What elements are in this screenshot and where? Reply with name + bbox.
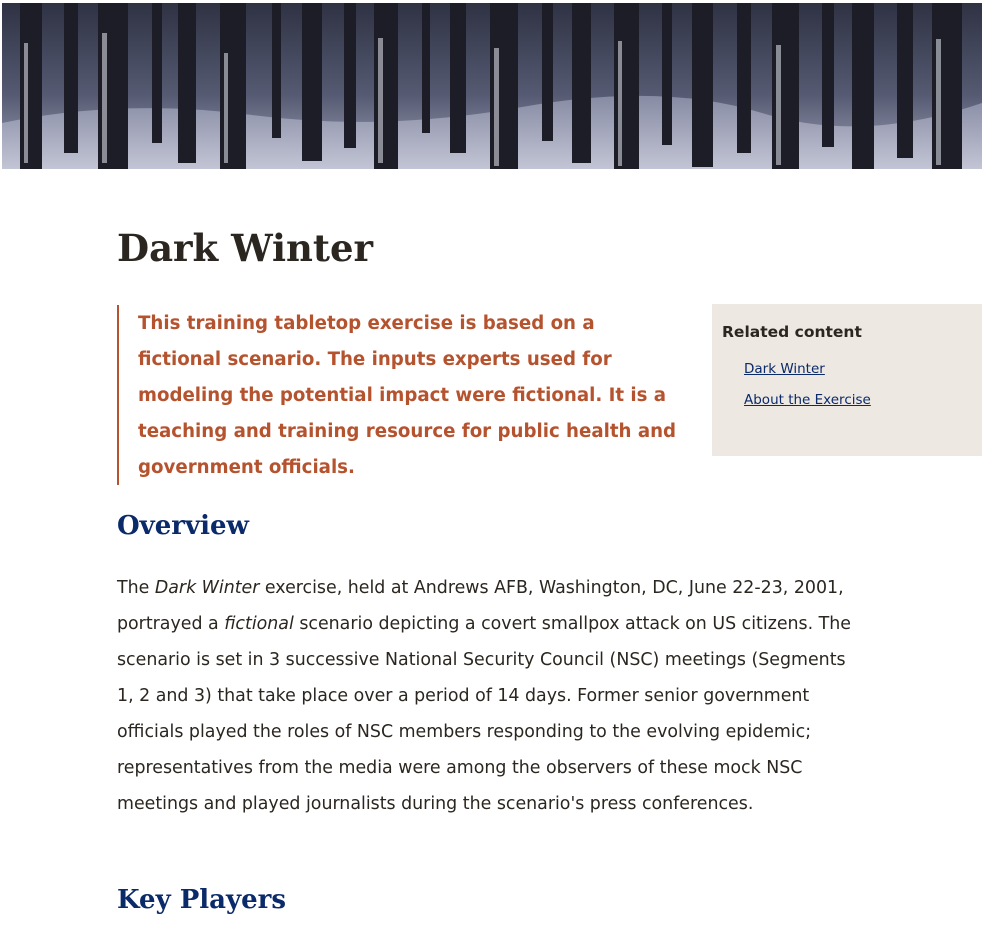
fictional-scenario-disclaimer <box>117 305 677 485</box>
disclaimer-text: This training tabletop exercise is based on a fictional scenario. The inputs experts used for modeling the potential impact were fictional. It is a teaching and training resource for public health and government officials. <box>138 313 677 478</box>
overview-paragraph <box>117 570 859 822</box>
overview-text-part: The <box>117 578 155 598</box>
related-content-box <box>712 304 982 456</box>
related-link-dark-winter[interactable]: Dark Winter <box>744 361 825 377</box>
overview-emphasis-dark-winter: Dark Winter <box>154 578 260 598</box>
overview-heading: Overview <box>117 511 249 541</box>
key-players-heading: Key Players <box>117 885 286 915</box>
related-link-item <box>744 390 972 421</box>
related-links-list <box>722 359 972 421</box>
overview-text-part: exercise, held at Andrews AFB, Washington, DC, June 22-23, 2001, portrayed a <box>117 578 844 634</box>
overview-text-part: scenario depicting a covert smallpox attack on US citizens. The scenario is set in 3 successive National Security Council (NSC) meetings (Segments 1, 2 and 3) that take place over a period of 14 days. Former senior government officials played the roles of NSC members responding to the evolving epidemic; representatives from the media were among the observers of these mock NSC meetings and played journalists during the scenario's press conferences. <box>117 614 852 814</box>
overview-emphasis-fictional: fictional <box>224 614 294 634</box>
page-title: Dark Winter <box>117 226 374 270</box>
related-link-about-the-exercise[interactable]: About the Exercise <box>744 392 871 408</box>
hero-banner-image <box>2 3 982 169</box>
related-content-heading: Related content <box>722 323 862 341</box>
related-link-item <box>744 359 972 390</box>
